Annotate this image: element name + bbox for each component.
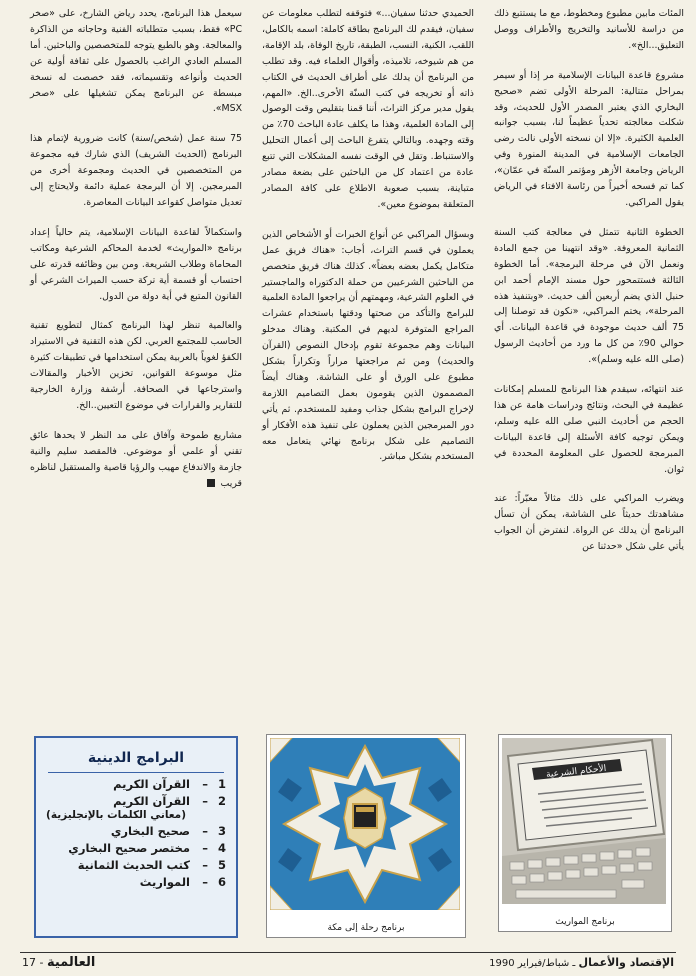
brand-name: العالمية [46, 955, 96, 970]
religious-programs-box [34, 736, 238, 938]
paragraph: 75 سنة عمل (شخص/سنة) كانت ضرورية لإتمام هذا البرنامج (الحديث الشريف) الذي شارك فيه مجموعة من المتخصصين في الحديث ومجموعة أخرى من المبرمجين. إلا أن البرمجة عملية دائمة ولايحتاج إلى تعديل متواصل كقواعد البيانات المعاصرة. [30, 133, 242, 208]
final-paragraph-text: مشاريع طموحة وآفاق على مد النظر لا يحدها عائق تقني أو علمي أو موضوعي. فالمقصد سليم والنية جازمة والاندفاع مهيب والرؤيا قاصية والمستقبل لناظره قريب [30, 429, 242, 489]
paragraph: المئات مابين مطبوع ومخطوط، مع ما يستتبع ذلك من دراسة للأسانيد والتخريج والأطراف ووصل التعليق...الخ». [494, 8, 684, 51]
list-item [36, 824, 236, 838]
box-title: البرامج الدينية [87, 750, 185, 766]
end-of-article-mark [207, 479, 215, 487]
photo-mecca-program [266, 734, 466, 938]
paragraph: الخطوة الثانية تتمثل في معالجة كتب السنة الثمانية المعروفة. «وقد انتهينا من جمع المادة ونعمل الآن في مرحلة البرمجة». أما الخطوة الثالثة فستتمحور حول مسند الإمام أحمد ابن حنبل الذي يضم أربعين ألف حديث. «وبتنفيذ هذه المرحلة»، يختم المراكبي، «نكون قد توصلنا إلى 75 ألف حديث موجودة في قاعدة البيانات. أي حوالي 90٪ من كل ما ورد من أحاديث الرسول (صلى الله عليه وسلم)». [494, 226, 684, 366]
list-item [36, 875, 236, 889]
footer-issue-info [489, 956, 674, 969]
item-dash: – [202, 794, 208, 808]
item-label: كتب الحديث الثمانية [77, 858, 190, 872]
text-column-left [30, 6, 242, 491]
photo-inheritance-program [498, 734, 672, 932]
footer-separator: - [36, 956, 44, 969]
item-label: المواريث [139, 875, 190, 889]
paragraph: والعالمية تنظر لهذا البرنامج كمثال لتطويع تقنية الحاسب للمجتمع العربي. لكن هذه التقنية في الاستيراد الكفؤ لغوياً بالعربية يمكن استخدامها في تطبيقات كثيرة مثل موسوعة القوانين، تخزين الأخبار والمقالات واسترجاعها في الصحافة. أرشفة وزارة الخارجية للتقارير والقرارات في موضوع التعيين..الخ. [30, 320, 242, 411]
item-label: صحيح البخاري [110, 824, 190, 838]
paragraph-final [30, 428, 242, 492]
paragraph: الحميدي حدثنا سفيان...» فتوقفه لتطلب معلومات عن سفيان، فيقدم لك البرنامج بطاقة كاملة: اسمه بالكامل، اللقب، الكنية، النسب، الطبقة، تاريخ الوفاة، بلد الإقامة، من هم شيوخه، تلاميذه، وأقوال العلماء فيه. وقد تطلب من البرنامج أن يدلك على أطراف الحديث في الكتاب ذاته أو تخريجه في كتب السنّة الأخرى..الخ. «المهم، يقول مدير مركز التراث، أننا قمنا بتقليص وقت الوصول إلى المادة العلمية، وهذا ما يكلف عادة الباحث 70٪ من وقته وجهده. وبالتالي يتفرغ الباحث إلى أعمال التحليل والاستنباط. وتقل في الوقت نفسه المشكلات التي تتبع عادة من اعتماد كل من الباحثين على بضعة مصادر متباينة، بسبب صعوبة الاطلاع على كافة المصادر المتعلقة بموضوع معين». [262, 8, 474, 210]
item-number: 4 [217, 841, 226, 855]
computer-illustration [502, 738, 666, 904]
computer-photo [502, 738, 668, 905]
page-number: 17 [22, 956, 36, 969]
islamic-pattern-illustration [270, 738, 460, 910]
footer-rule [20, 952, 676, 953]
paragraph: سيعمل هذا البرنامج، يحدد رياض الشارخ، على «صخر PC» فقط، بسبب متطلباته الفنية وحاجاته من الذاكرة والمعالجة. وهو بالطبع يتوجه للمتخصصين والباحثين. أما المسلم العادي الراغب بالحصول على ثقافة أولية عن الحديث وأنواعه وتقسيماته، فقد خصصت له نسخة مبسطة عن البرنامج يمكن تشغيلها على «صخر MSX». [30, 8, 242, 115]
item-number: 5 [217, 858, 226, 872]
paragraph: واستكمالاً لقاعدة البيانات الإسلامية، يتم حالياً إعداد برنامج «المواريث» لخدمة المحاكم الشرعية ومكاتب المحاماة وطلاب الشريعة. ومن بين وظائفه قدرته على احتساب أو قسمة أية تركة حسب الميراث الشرعي أو القانون المتبع في أية دولة من الدول. [30, 226, 242, 302]
text-column-middle [262, 6, 474, 465]
item-number: 6 [217, 875, 226, 889]
item-label: القرآن الكريم [113, 794, 190, 808]
list-item [36, 858, 236, 872]
footer-separator: ـ [569, 958, 576, 969]
item-dash: – [202, 875, 208, 889]
list-item [36, 794, 236, 808]
item-label: مختصر صحيح البخاري [68, 841, 190, 855]
list-item-subtitle: (معاني الكلمات بالإنجليزية) [46, 809, 186, 821]
footer-page-info [22, 955, 95, 970]
photo-caption: برنامج رحلة إلى مكة [327, 923, 405, 933]
list-item [36, 777, 236, 791]
item-dash: – [202, 824, 208, 838]
issue-date: شباط/فبراير 1990 [489, 958, 570, 969]
screen-title-text: الأحكام الشرعية [545, 763, 607, 781]
geometric-pattern-photo [270, 738, 462, 911]
list-item [36, 841, 236, 855]
item-number: 1 [217, 777, 226, 791]
item-number: 2 [217, 794, 226, 808]
paragraph: وبسؤال المراكبي عن أنواع الخبرات أو الأشخاص الذين يعملون في قسم التراث، أجاب: «هناك فريق عمل متكامل يكمل بعضه بعضاً». كذلك هناك فريق متخصص من الباحثين الشرعيين من حملة الدكتوراه والماجستير في العلوم الشرعية، ومهمتهم أن يراجعوا المادة العلمية للبرامج والتأكد من صحتها ودقتها باستخدام عشرات المراجع المتوفرة لديهم في المكتبة. وهناك مدخلو البيانات وهم مجموعة تقوم بإدخال النصوص (القرآن والحديث) ومن ثم مراجعتها مراراً وتكراراً بشكل مطبوع على الورق أو على الشاشة. وهناك أيضاً المصممون الذين يقومون بعمل التصاميم اللازمة لإخراج البرامج بشكل جذاب ومفيد للمستخدم. ثم يأتي دور المبرمجين الذين يعملون على تنفيذ هذه الأفكار أو التصاميم على شكل برنامج نهائي يتعامل معه المستخدم بشكل مباشر. [262, 228, 474, 463]
paragraph: مشروع قاعدة البيانات الإسلامية مر إذا أو سيمر بمراحل متتالية: المرحلة الأولى تضم «صحيح البخاري الذي يعتبر المصدر الأول للحديث، وقد شكلت معالجته تحدياً عظيماً لنا، بسبب جوانبه العلمية الكثيرة. «إلا ان نسخته الأولى نالت رضى الجامعات الإسلامية في المدينة المنورة وفي الرياض وجامعة الأزهر ومؤتمر السنّة في عمّان»، كما تم فسحه أخيراً من رئاسة الافتاء في الرياض يقول المراكبي. [494, 69, 684, 208]
item-dash: – [202, 777, 208, 791]
paragraph: عند انتهائه، سيقدم هذا البرنامج للمسلم إمكانات عظيمة في البحث، ونتائج ودراسات هامة عن هذا الحجم من أحاديث النبي صلى الله عليه وسلم، ويمكن توجيه كافة الأسئلة إلى قاعدة البيانات المبرمجة للحصول على المعلومة المحددة في ثوان. [494, 384, 684, 475]
text-column-right [494, 6, 684, 555]
item-number: 3 [217, 824, 226, 838]
item-dash: – [202, 841, 208, 855]
title-divider [48, 772, 224, 773]
photo-caption: برنامج المواريث [555, 917, 615, 927]
magazine-name: الإقتصاد والأعمال [578, 956, 674, 969]
item-dash: – [202, 858, 208, 872]
paragraph: ويضرب المراكبي على ذلك مثالاً معبّراً: عند مشاهدتك حديثاً على الشاشة، يمكن أن تسأل البرنامج أن يدلك عن الرواة. لنفترض أن الجواب يأتي على شكل «حدثنا عن [494, 493, 684, 553]
item-label: القرآن الكريم [113, 777, 190, 791]
